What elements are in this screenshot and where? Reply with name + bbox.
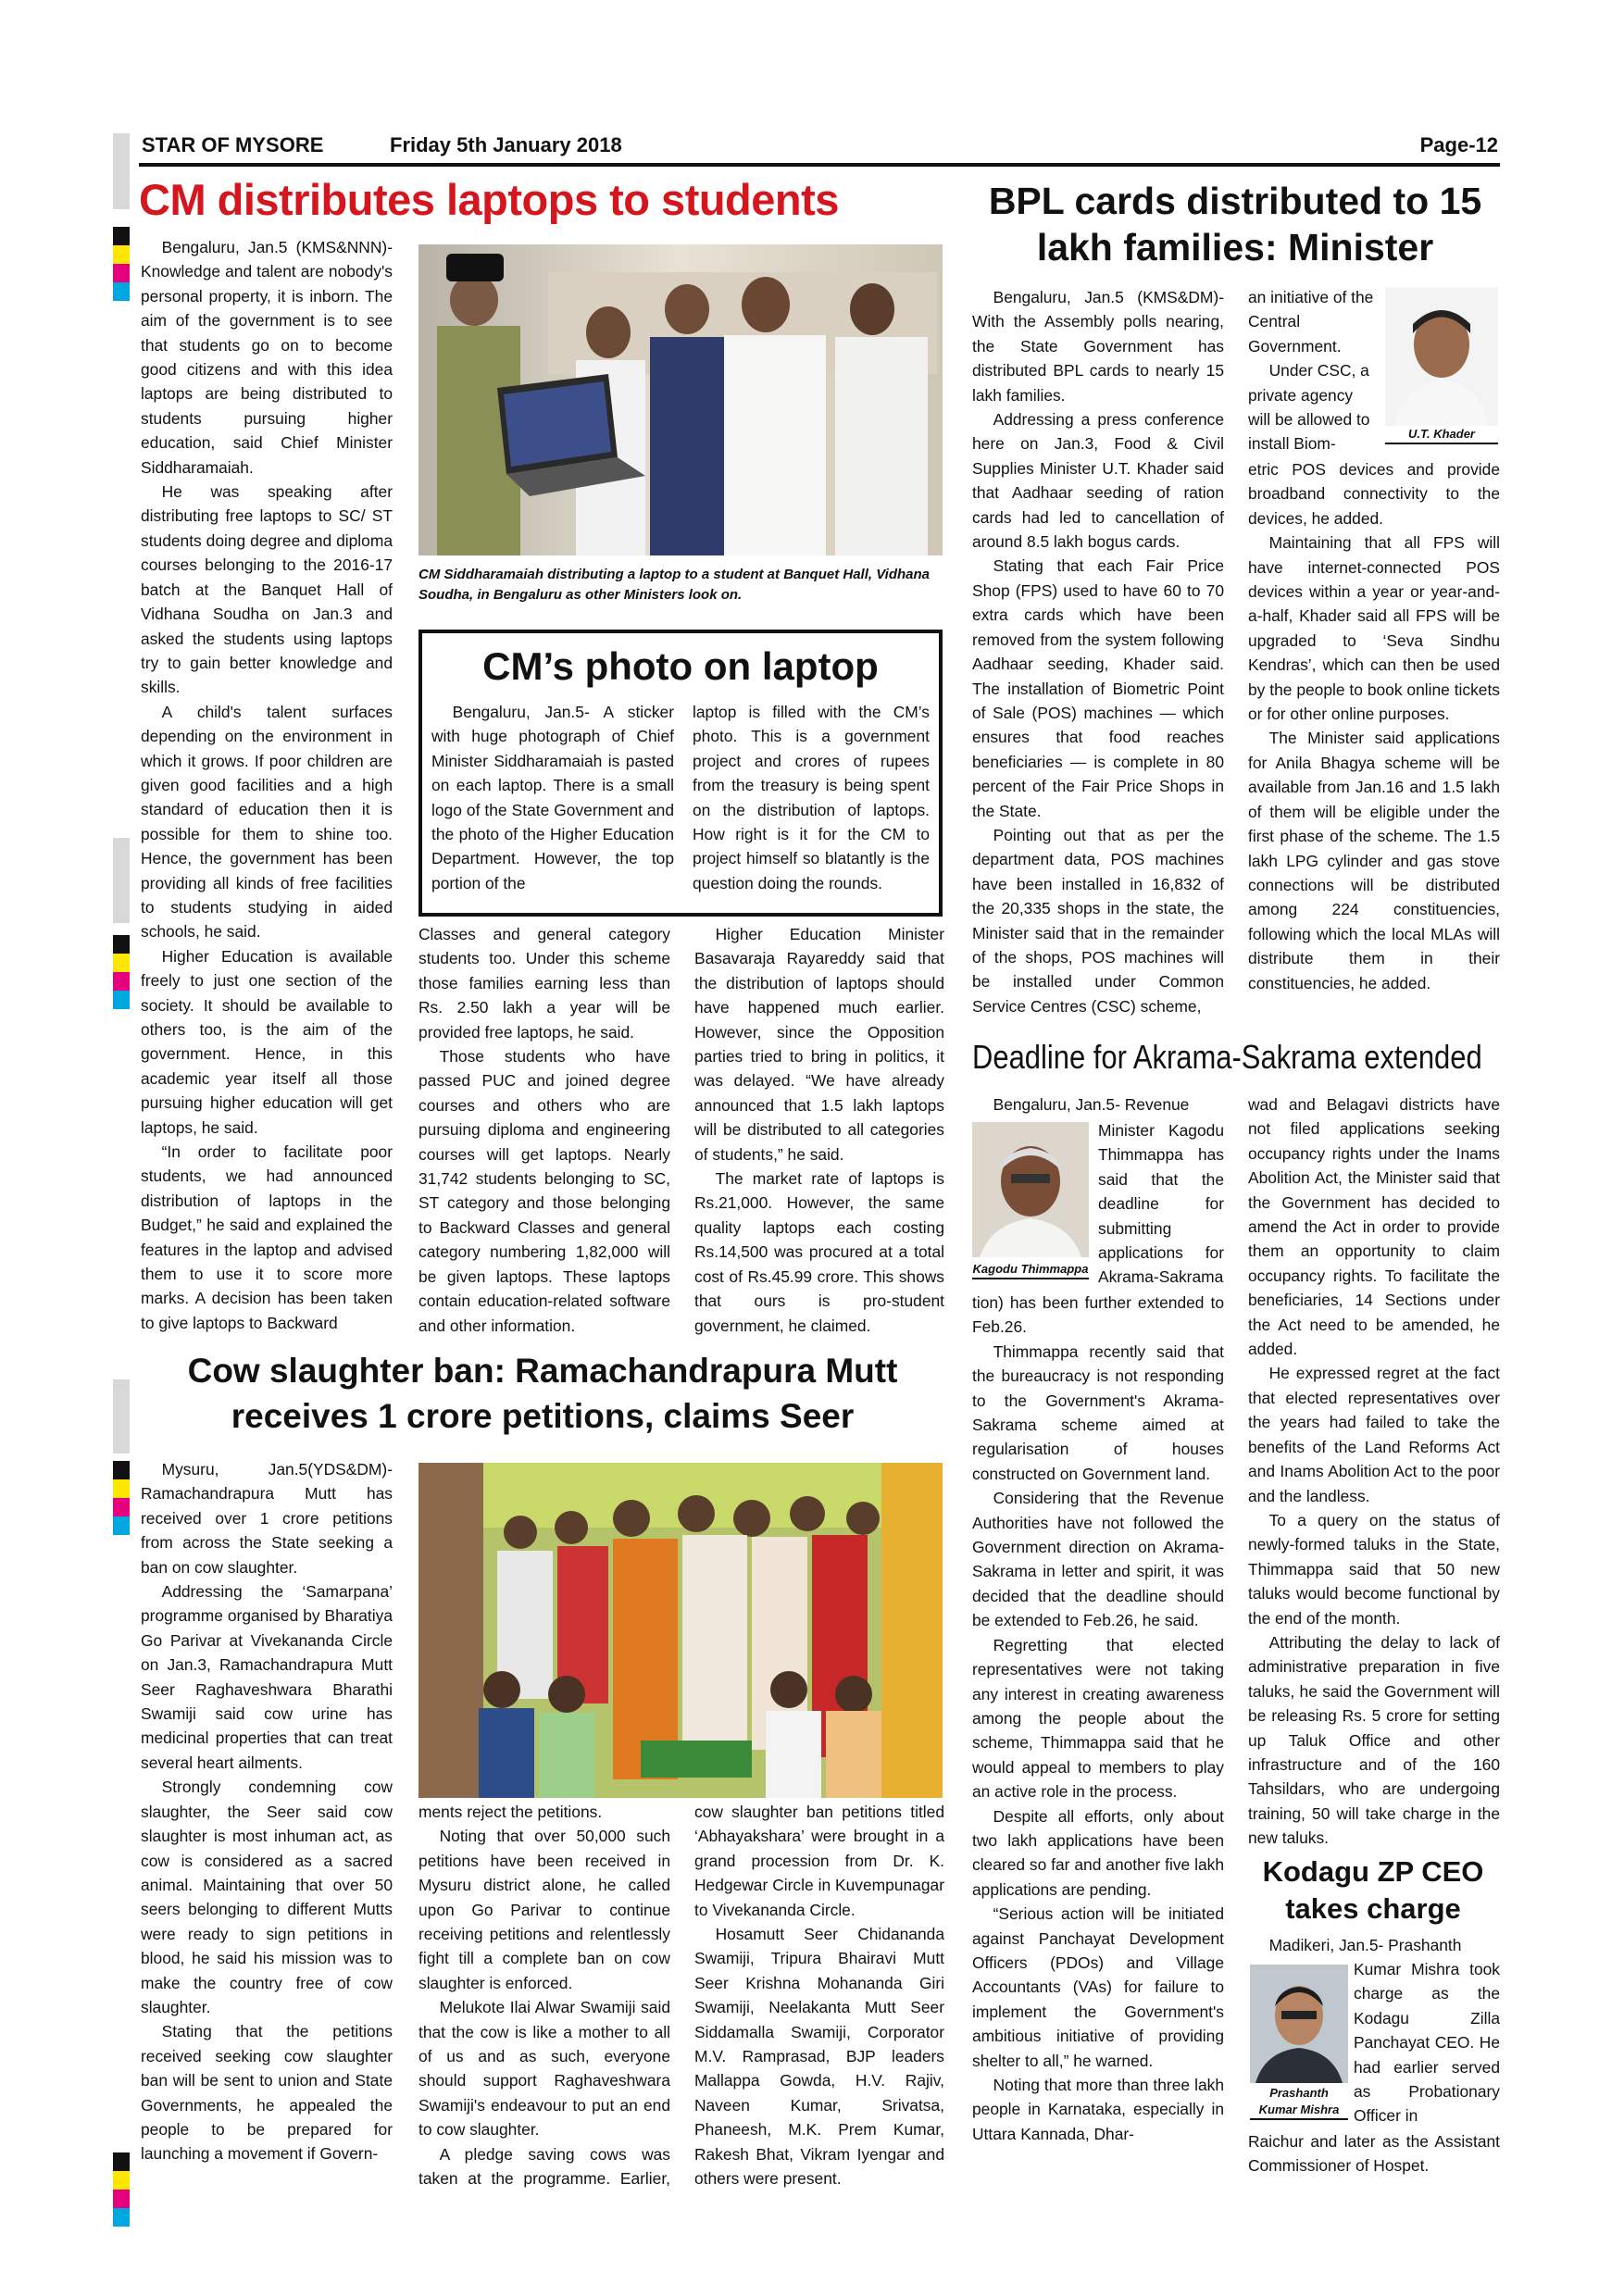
story1-col3 <box>694 922 944 1339</box>
paragraph: ments reject the petitions. <box>418 1803 603 1821</box>
portrait-illustration <box>1250 1965 1348 2083</box>
story5-headline: Kodagu ZP CEO takes charge <box>1262 1855 1484 1925</box>
paragraph: Regretting that elected representatives were not taking any interest in creating awareness among the people about the scheme, Thimmappa said that he would appeal to members to play an active role in the process. <box>972 1635 1224 1802</box>
paragraph: Stating that the petitions received seeking cow slaughter ban will be sent to union and State Governments, he appealed the people to be prepared for launching a movement if Govern- <box>141 2022 393 2164</box>
paragraph: Higher Education is available freely to just one section of the society. It should be available to others too, is the aim of the government. Hence, in this academic year itself all those pursuing higher education will get laptops, he said. <box>141 946 393 1137</box>
paragraph: “Serious action will be initiated against Panchayat Development Officers (PDOs) and Village Accountants (VAs) for failure to implement the Government's ambitious initiative of providing shelter to all,” he warned. <box>972 1904 1224 2070</box>
khader-caption: U.T. Khader <box>1385 426 1498 444</box>
paragraph: Maintaining that all FPS will have internet-connected POS devices within a year or year-and-a-half, Khader said all FPS will be upgraded to ‘Seva Sindhu Kendras’, which can then be used by the people to book online tickets or for other online purposes. <box>1248 533 1500 724</box>
paragraph: Addressing a press conference here on Jan.3, Food & Civil Supplies Minister U.T. Khader said that Aadhaar seeding of ration cards had led to cancellation of around 8.5 lakh bogus cards. <box>972 410 1224 552</box>
thimmappa-caption: Kagodu Thimmappa <box>972 1261 1089 1279</box>
paragraph: Minister Kagodu Thimmappa has said that the deadline for submitting applications for Akrama-Sakrama <box>1098 1121 1224 1287</box>
story5-wrap <box>1354 1957 1500 2129</box>
grey-margin-bar-2 <box>113 838 130 923</box>
paragraph: “In order to facilitate poor students, we had announced distribution of laptops in the Budget,” he said and explained the features in the laptop and advised them to use it to score more marks. A decision has been taken to give laptops to Backward <box>141 1142 393 1332</box>
paragraph: Raichur and later as the Assistant Commissioner of Hospet. <box>1248 2132 1500 2176</box>
portrait-illustration <box>972 1122 1089 1257</box>
paragraph: The market rate of laptops is Rs.21,000. However, the same quality laptops each costing Rs.14,500 was procured at a total cost of Rs.45.99 crore. This shows that ours is pro-student government, he claimed. <box>694 1169 944 1335</box>
story3-headline: Deadline for Akrama-Sakrama extended <box>972 1038 1482 1076</box>
paragraph: Hosamutt Seer Chidananda Swamiji, Tripura Bhairavi Mutt Seer Krishna Mohananda Giri Swamiji, Neelakanta Mutt Seer Siddamalla Swamiji, Corporator M.V. Ramprasad, BJP leaders Mallappa Gowda, H.V. Rajiv, Naveen Kumar, Srivatsa, Phaneesh, M.K. Prem Kumar, Rakesh Bhat, Vikram Iyengar and others were present. <box>694 1925 944 2189</box>
box-col2 <box>693 700 930 904</box>
paper-name: STAR OF MYSORE <box>142 133 324 156</box>
registration-marks-low <box>113 1461 130 1535</box>
paragraph: laptop is filled with the CM’s photo. This is a government project and crores of rupees from the treasury is being spent on the distribution of laptops. How right is it for the CM to project himself so blatantly is the question doing the rounds. <box>693 703 930 892</box>
paragraph: Bengaluru, Jan.5- A sticker with huge photograph of Chief Minister Siddharamaiah is pasted on each laptop. There is a small logo of the State Government and the photo of the Higher Education Department. However, the top portion of the <box>431 703 674 892</box>
paragraph: tion) has been further extended to Feb.26. <box>972 1293 1224 1337</box>
story4-headline: Cow slaughter ban: Ramachandrapura Mutt receives 1 crore petitions, claims Seer <box>187 1352 898 1435</box>
story2-col2 <box>1248 457 1500 1022</box>
grey-margin-bar-3 <box>113 1379 130 1454</box>
registration-marks-top <box>113 227 130 301</box>
paragraph: A pledge saving cows was taken at the programme. Earlier, <box>418 2144 670 2189</box>
story2-col2-wrap <box>1248 285 1378 457</box>
paragraph: Higher Education Minister Basavaraja Rayareddy said that the distribution of laptops should have happened much earlier. However, since the Opposition parties tried to bring in politics, it was delayed. “We have already announced that 1.5 lakh laptops will be distributed to all categories of students,” he said. <box>694 925 944 1164</box>
story1-col2 <box>418 922 670 1339</box>
paragraph: Considering that the Revenue Authorities have not followed the Government direction on Akrama-Sakrama in letter and spirit, it was decided that the deadline should be extended to Feb.26, he said. <box>972 1489 1224 1630</box>
laptop-distribution-photo <box>418 244 943 555</box>
paragraph: The Minister said applications for Anila Bhagya scheme will be available from Jan.16 and 1.5 lakh of them will be eligible under the first phase of the scheme. The 1.5 lakh LPG cylinder and gas stove connections will be distributed among 224 constituencies, following which the local MLAs will distribute them in their constituencies, he added. <box>1248 729 1500 992</box>
paragraph: Pointing out that as per the department data, POS machines have been installed in 16,832 of the 20,335 shops in the state, the Minister said that in the remainder of the shops, POS machines will be installed under Common Service Centres (CSC) scheme, <box>972 825 1224 1016</box>
paragraph: Noting that over 50,000 such petitions have been received in Mysuru district alone, he called upon Go Parivar to continue receiving petitions and relentlessly fight till a complete ban on cow slaughter is enforced. <box>418 1827 670 1992</box>
paragraph: an initiative of the Central Government. <box>1248 288 1374 356</box>
story1-col1 <box>141 235 393 1337</box>
story3-lead <box>972 1092 1224 1118</box>
paragraph: Attributing the delay to lack of administrative preparation in five taluks, he said the Government will be releasing Rs. 5 crore for setting up Taluk Office and other infrastructure and of the 160 Tahsildars, who are undergoing training, 50 will take charge in the new taluks. <box>1248 1632 1500 1848</box>
paragraph: Melukote Ilai Alwar Swamiji said that the cow is like a mother to all of us and as such, everyone should support Raghaveshwara Swamiji's endeavour to put an end to cow slaughter. <box>418 1998 670 2140</box>
paragraph: Those students who have passed PUC and joined degree courses and others who are pursuing diploma and engineering courses will get laptops. Nearly 31,742 students belonging to SC, ST category and those belonging to Backward Classes and general category numbering 1,82,000 will be given laptops. These laptops contain education-related software and other information. <box>418 1047 670 1335</box>
paragraph: Under CSC, a private agency will be allowed to install Biom- <box>1248 361 1370 454</box>
thimmappa-photo <box>972 1122 1089 1257</box>
story2-headline: BPL cards distributed to 15 lakh families: Minister <box>988 180 1482 268</box>
samarpana-programme-photo <box>418 1463 943 1798</box>
paragraph: Kumar Mishra took charge as the Kodagu Zilla Panchayat CEO. He had earlier served as Probationary Officer in <box>1354 1960 1500 2126</box>
paragraph: He expressed regret at the fact that elected representatives over the years had failed to take the benefits of the Land Reforms Act and Inams Abolition Act to the poor and the landless. <box>1248 1364 1500 1505</box>
portrait-illustration <box>1385 287 1498 426</box>
paragraph: Noting that more than three lakh people in Karnataka, especially in Uttara Kannada, Dhar- <box>972 2076 1224 2143</box>
story4-col2 <box>418 1800 670 2189</box>
story5-tail <box>1248 2129 1500 2185</box>
paragraph: Bengaluru, Jan.5 (KMS&NNN)- Knowledge and talent are nobody's personal property, it is inborn. The aim of the government is to see that students go on to become good citizens and with this idea laptops are being distributed to students pursuing higher education, said Chief Minister Siddharamaiah. <box>141 238 393 477</box>
mishra-caption: Prashanth Kumar Mishra <box>1250 2085 1348 2120</box>
paragraph: Bengaluru, Jan.5 (KMS&DM)- With the Assembly polls nearing, the State Government has distributed BPL cards to nearly 15 lakh families. <box>972 288 1224 405</box>
paragraph: A child's talent surfaces depending on the environment in which it grows. If poor children are given good facilities and a high standard of education then it is possible for them to shine too. Hence, the government has been providing all kinds of free facilities to students studying in aided schools, he said. <box>141 702 393 942</box>
paragraph: Mysuru, Jan.5(YDS&DM)- Ramachandrapura Mutt has received over 1 crore petitions from across the State seeking a ban on cow slaughter. <box>141 1460 393 1577</box>
paragraph: cow slaughter ban petitions titled ‘Abhayakshara’ were brought in a grand procession from Dr. K. Hedgewar Circle in Kuvempunagar to Vivekananda Circle. <box>694 1803 944 1919</box>
photo-illustration <box>418 1463 943 1798</box>
photo-illustration <box>418 244 943 555</box>
registration-marks-bottom <box>113 2152 130 2227</box>
box-headline: CM’s photo on laptop <box>482 644 879 688</box>
story3-col1 <box>972 1291 1224 2189</box>
story4-col3 <box>694 1800 944 2189</box>
story5-lead <box>1248 1933 1500 1959</box>
story1-headline: CM distributes laptops to students <box>139 175 839 224</box>
paragraph: Strongly condemning cow slaughter, the Seer said cow slaughter is most inhuman act, as cow is considered as a sacred animal. Maintaining that over 50 seers belonging to different Mutts were ready to sign petitions in blood, he said his mission was to make the country free of cow slaughter. <box>141 1778 393 2016</box>
story2-col1 <box>972 285 1224 1017</box>
paragraph: Despite all efforts, only about two lakh applications have been cleared so far and another five lakh applications are pending. <box>972 1806 1224 1899</box>
paragraph: He was speaking after distributing free laptops to SC/ ST students doing degree and diploma courses belonging to the 2016-17 batch at the Banquet Hall of Vidhana Soudha on Jan.3 and asked the students using laptops try to gain better knowledge and skills. <box>141 482 393 697</box>
paragraph: Bengaluru, Jan.5- Revenue <box>993 1095 1190 1114</box>
story3-col2 <box>1248 1092 1500 1852</box>
laptop-photo-caption: CM Siddharamaiah distributing a laptop to a student at Banquet Hall, Vidhana Soudha, in Bengaluru as other Ministers look on. <box>418 567 930 603</box>
story4-col1 <box>141 1457 393 2189</box>
grey-margin-bar-1 <box>113 133 130 209</box>
mishra-photo <box>1250 1965 1348 2083</box>
paragraph: To a query on the status of newly-formed taluks in the State, Thimmappa said that 50 new taluks would become functional by the end of the month. <box>1248 1510 1500 1628</box>
khader-photo <box>1385 287 1498 426</box>
registration-marks-mid <box>113 935 130 1009</box>
issue-date: Friday 5th January 2018 <box>390 133 622 156</box>
paragraph: Thimmappa recently said that the bureaucracy is not responding to the Government's Akrama-Sakrama scheme aimed at regularisation of houses constructed on Government land. <box>972 1341 1224 1483</box>
page-number: Page-12 <box>1419 133 1498 156</box>
box-col1 <box>431 700 674 904</box>
paragraph: Classes and general category students too. Under this scheme those families earning less than Rs. 2.50 lakh a year will be provided free laptops, he said. <box>418 925 670 1042</box>
page-header <box>139 133 1500 167</box>
story3-wrap <box>1098 1118 1224 1291</box>
paragraph: Stating that each Fair Price Shop (FPS) used to have 60 to 70 extra cards which have been removed from the system following Aadhaar seeding, Khader said. The installation of Biometric Point of Sale (POS) machines — which ensures that food reaches beneficiaries — is complete in 80 percent of the Fair Price Shops in the State. <box>972 556 1224 820</box>
paragraph: etric POS devices and provide broadband connectivity to the devices, he added. <box>1248 460 1500 528</box>
paragraph: Addressing the ‘Samarpana’ programme organised by Bharatiya Go Parivar at Vivekananda Circle on Jan.3, Ramachandrapura Mutt Seer Raghaveshwara Bharathi Swamiji said cow urine has medicinal properties that can treat several heart ailments. <box>141 1582 393 1772</box>
paragraph: Madikeri, Jan.5- Prashanth <box>1268 1936 1462 1954</box>
paragraph: wad and Belagavi districts have not filed applications seeking occupancy rights under the Inams Abolition Act, the Minister said that the Government has decided to amend the Act in order to provide them an opportunity to claim occupancy rights. To facilitate the beneficiaries, 14 Sections under the Act need to be amended, he added. <box>1248 1095 1500 1359</box>
